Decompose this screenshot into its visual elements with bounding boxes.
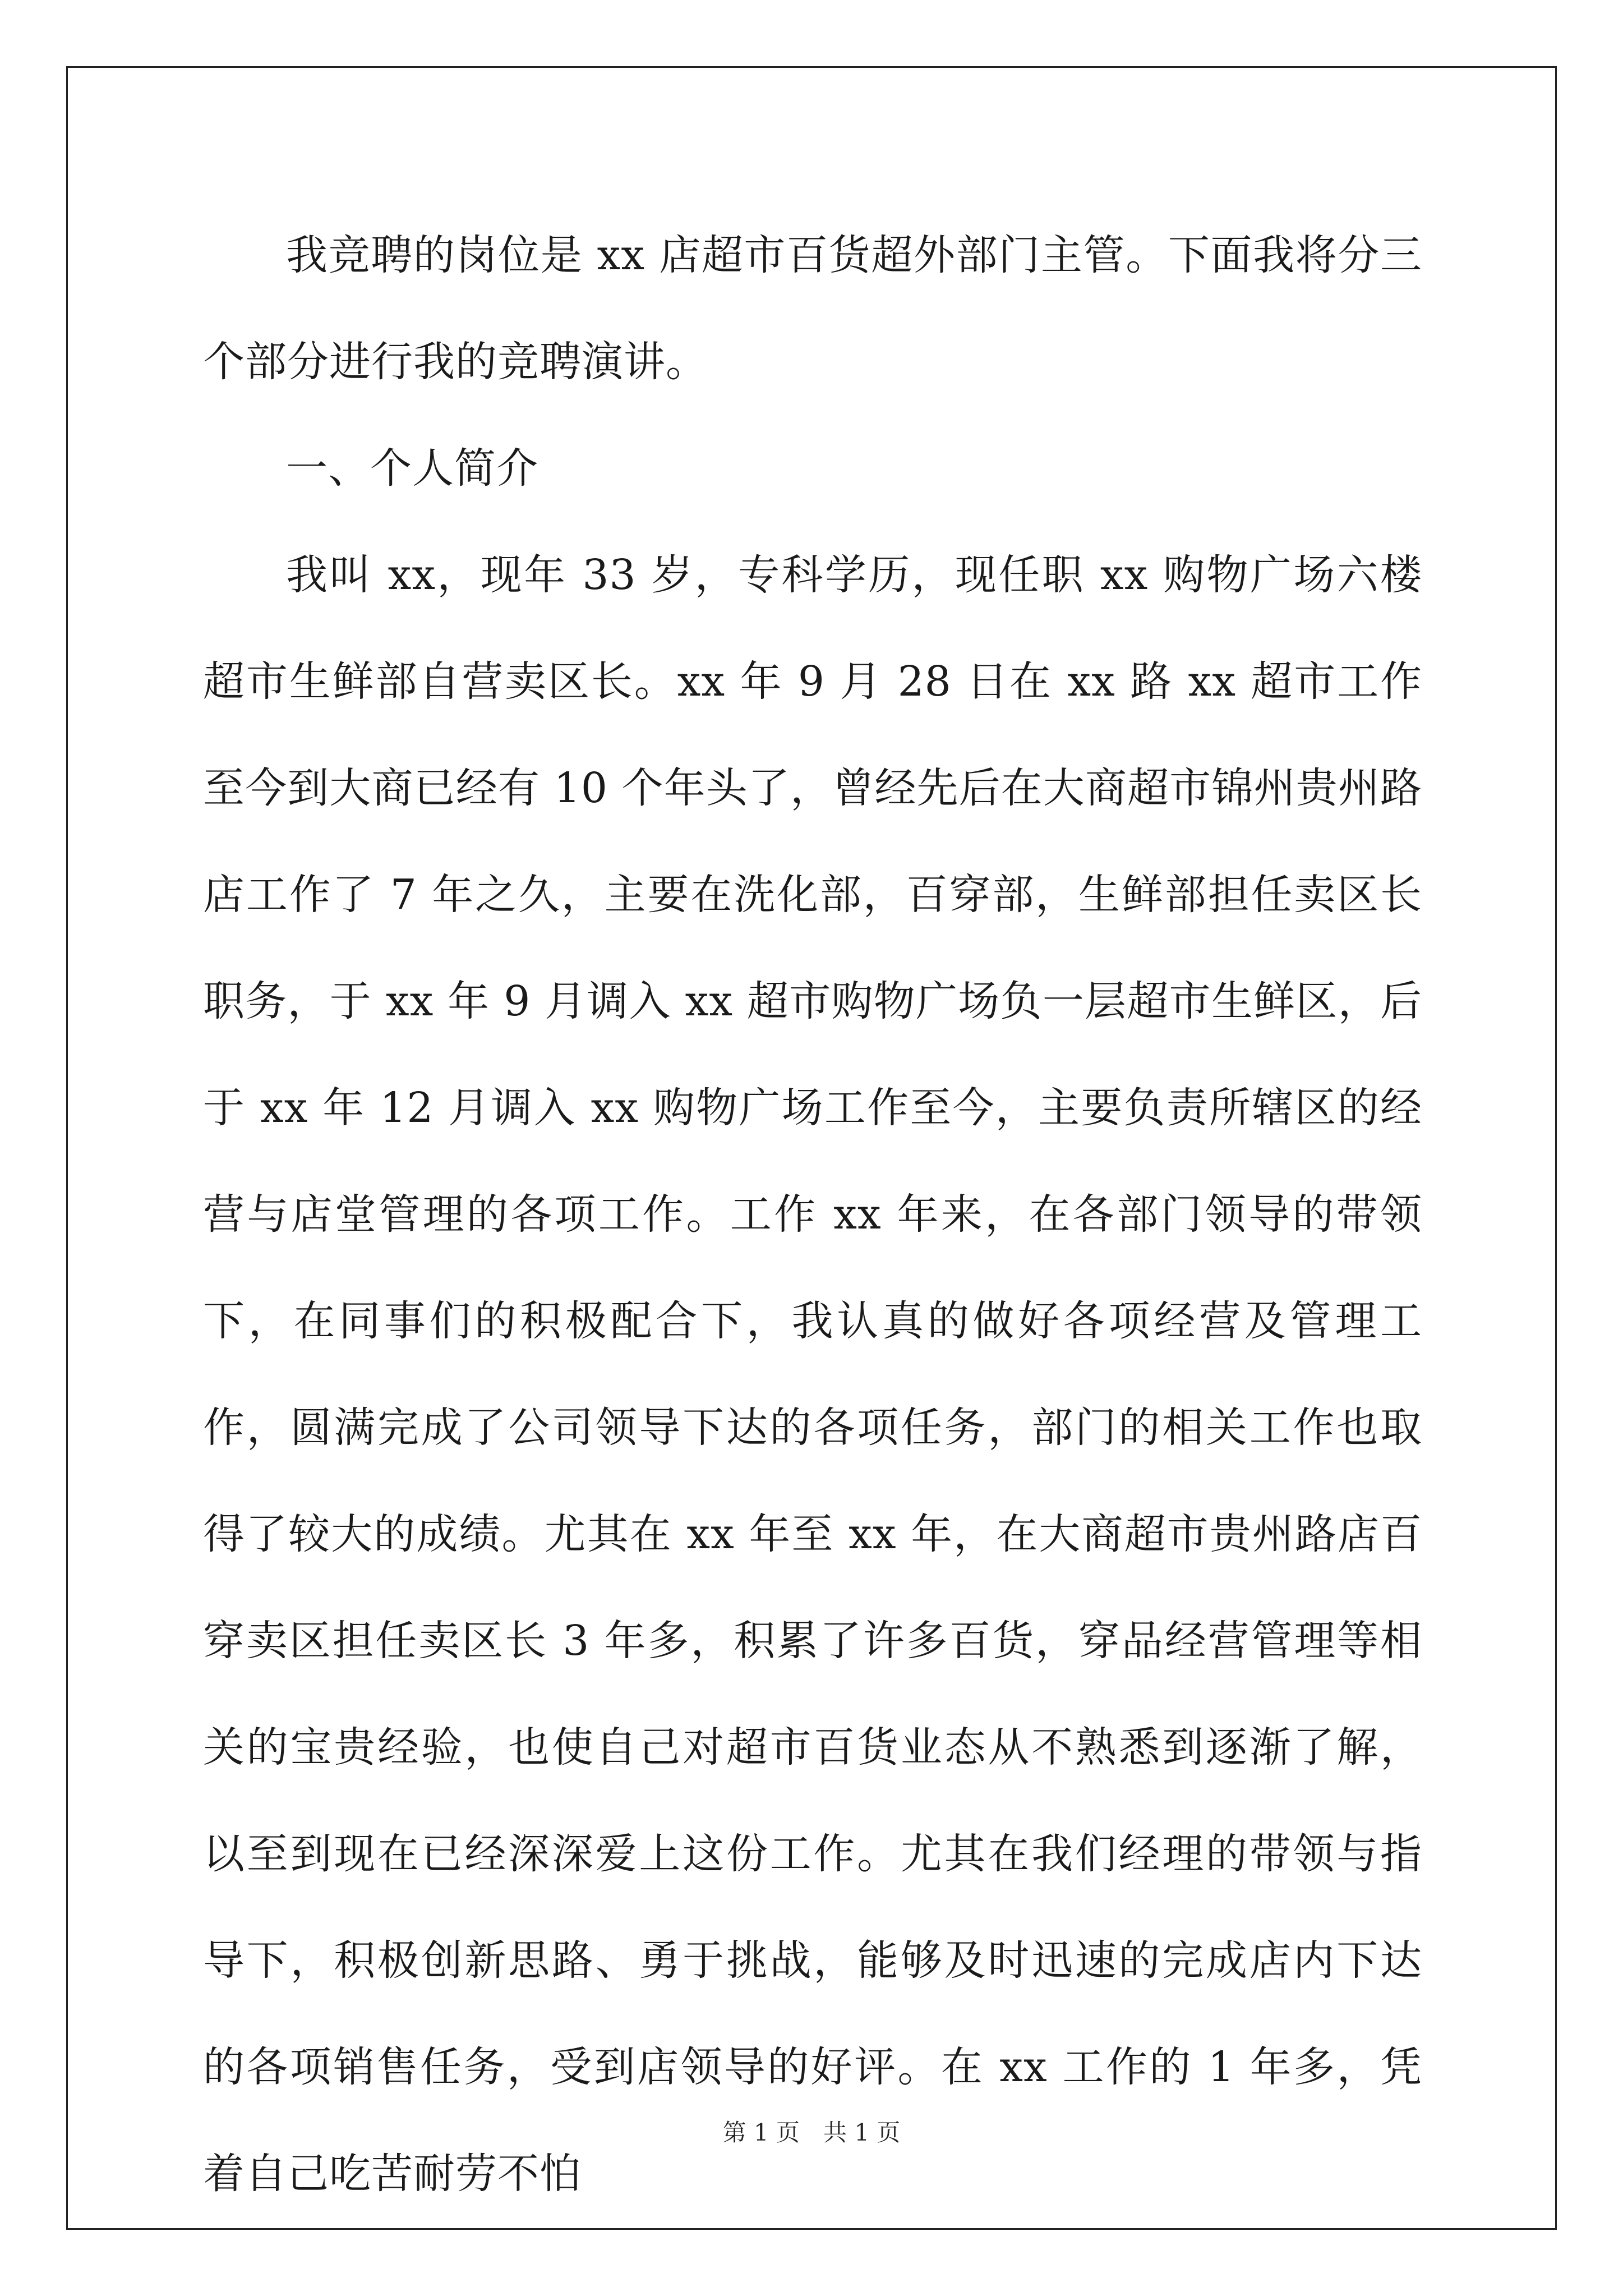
page-footer: 第 1 页 共 1 页: [722, 2119, 901, 2146]
section-heading-personal-profile: 一、个人简介: [286, 444, 538, 493]
paragraph-profile: 我叫 xx，现年 33 岁，专科学历，现任职 xx 购物广场六楼超市生鲜部自营卖区长。xx 年 9 月 28 日在 xx 路 xx 超市工作至今到大商已经有 10 个年头了，曾经先后在大商超市锦州贵州路店工作了 7 年之久，主要在洗化部，百穿部，生鲜部担任卖区长职务，于 xx 年 9 月调入 xx 超市购物广场负一层超市生鲜区，后于 xx 年 12 月调入 xx 购物广场工作至今，主要负责所辖区的经营与店堂管理的各项工作。工作 xx 年来，在各部门领导的带领下，在同事们的积极配合下，我认真的做好各项经营及管理工作，圆满完成了公司领导下达的各项任务，部门的相关工作也取得了较大的成绩。尤其在 xx 年至 xx 年，在大商超市贵州路店百穿卖区担任卖区长 3 年多，积累了许多百货，穿品经营管理等相关的宝贵经验，也使自己对超市百货业态从不熟悉到逐渐了解，以至到现在已经深深爱上这份工作。尤其在我们经理的带领与指导下，积极创新思路、勇于挑战，能够及时迅速的完成店内下达的各项销售任务，受到店领导的好评。在 xx 工作的 1 年多，凭着自己吃苦耐劳不怕: [203, 551, 1422, 2198]
paragraph-intro: 我竞聘的岗位是 xx 店超市百货超外部门主管。下面我将分三个部分进行我的竞聘演讲。: [203, 231, 1422, 386]
document-body: [203, 202, 1422, 2227]
